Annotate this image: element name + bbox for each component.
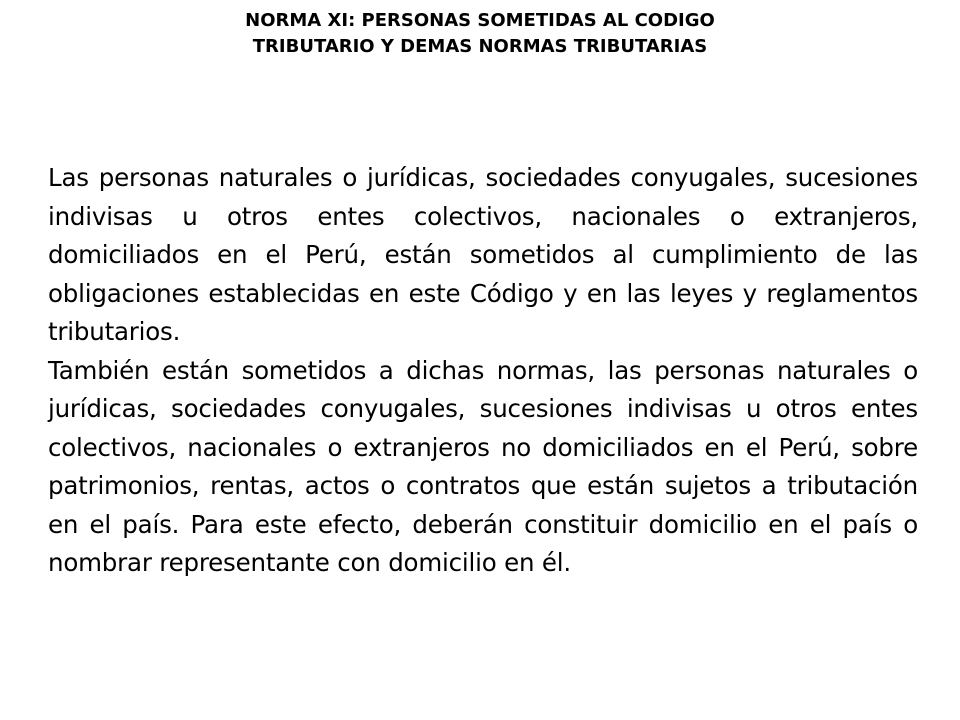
title-line-1: NORMA XI: PERSONAS SOMETIDAS AL CODIGO bbox=[245, 10, 715, 31]
paragraph-2: También están sometidos a dichas normas, las personas naturales o jurídicas, sociedades conyugales, sucesiones indivisas u otros entes colectivos, nacionales o extranjeros no domiciliados en el Perú, sobre patrimonios, rentas, actos o contratos que están sujetos a tributación en el país. Para este efecto, deberán constituir domicilio en el país o nombrar representante con domicilio en él. bbox=[48, 355, 918, 577]
title-line-2: TRIBUTARIO Y DEMAS NORMAS TRIBUTARIAS bbox=[252, 36, 708, 57]
page-title bbox=[0, 8, 960, 60]
body-text bbox=[48, 159, 918, 583]
paragraph-1: Las personas naturales o jurídicas, sociedades conyugales, sucesiones indivisas u otros entes colectivos, nacionales o extranjeros, domiciliados en el Perú, están sometidos al cumplimiento de las obligaciones establecidas en este Código y en las leyes y reglamentos tributarios. bbox=[48, 163, 918, 346]
